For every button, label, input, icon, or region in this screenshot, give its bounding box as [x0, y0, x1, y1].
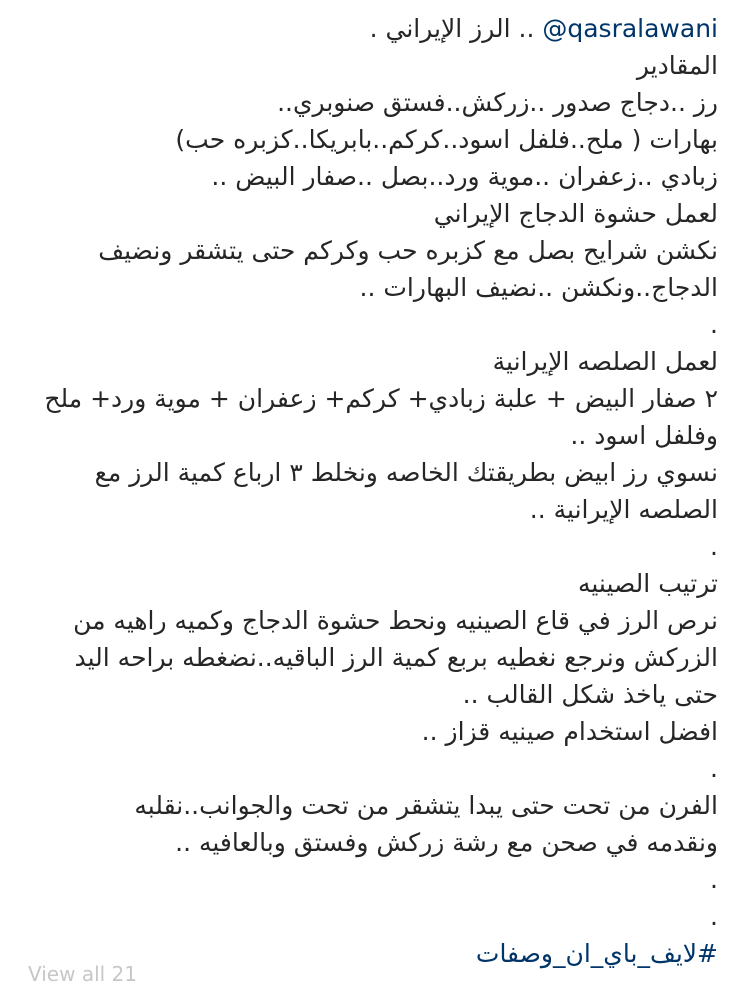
caption-line: الصلصه الإيرانية ..: [529, 495, 718, 524]
caption-line: ونقدمه في صحن مع رشة زركش وفستق وبالعافيه ..: [175, 828, 718, 857]
caption-line: ترتيب الصينيه: [577, 569, 718, 598]
caption-separator-dot: .: [710, 754, 718, 783]
caption-line: وفلفل اسود ..: [570, 421, 718, 450]
caption-line: حتى ياخذ شكل القالب ..: [462, 680, 718, 709]
post-title: .. الرز الإيراني .: [369, 14, 535, 43]
caption-line: نرص الرز في قاع الصينيه ونحط حشوة الدجاج وكميه راهيه من: [73, 606, 718, 635]
caption-line: نكشن شرايح بصل مع كزبره حب وكركم حتى يتشقر ونضيف: [98, 236, 718, 265]
caption-line: لعمل الصلصه الإيرانية: [492, 347, 718, 376]
caption-separator-dot: .: [710, 902, 718, 931]
caption-separator-dot: .: [710, 532, 718, 561]
caption-line: الدجاج..ونكشن ..نضيف البهارات ..: [359, 273, 718, 302]
caption-separator-dot: .: [710, 865, 718, 894]
caption-line: الزركش ونرجع نغطيه بربع كمية الرز الباقيه..نضغطه براحه اليد: [74, 643, 718, 672]
caption-line: بهارات ( ملح..فلفل اسود..كركم..بابريكا..كزبره حب): [175, 125, 718, 154]
caption-line: لعمل حشوة الدجاج الإيراني: [433, 199, 718, 228]
caption-line: المقادير: [636, 51, 718, 80]
caption-line: افضل استخدام صينيه قزاز ..: [421, 717, 718, 746]
caption-line: رز ..دجاج صدور ..زركش..فستق صنوبري..: [277, 88, 718, 117]
caption-header: [28, 10, 718, 47]
caption-line: ٢ صفار البيض + علبة زبادي+ كركم+ زعفران + موية ورد+ ملح: [44, 384, 718, 413]
view-comments-link[interactable]: View all 21: [28, 962, 137, 986]
caption-line: الفرن من تحت حتى يبدا يتشقر من تحت والجوانب..نقلبه: [134, 791, 718, 820]
caption-line: زبادي ..زعفران ..موية ورد..بصل ..صفار البيض ..: [211, 162, 718, 191]
username-link[interactable]: @qasralawani: [542, 14, 718, 43]
caption-line: نسوي رز ابيض بطريقتك الخاصه ونخلط ٣ ارباع كمية الرز مع: [94, 458, 718, 487]
caption-separator-dot: .: [710, 310, 718, 339]
hashtag-link[interactable]: #لايف_باي_ان_وصفات: [475, 939, 718, 968]
post-caption: [28, 10, 718, 972]
